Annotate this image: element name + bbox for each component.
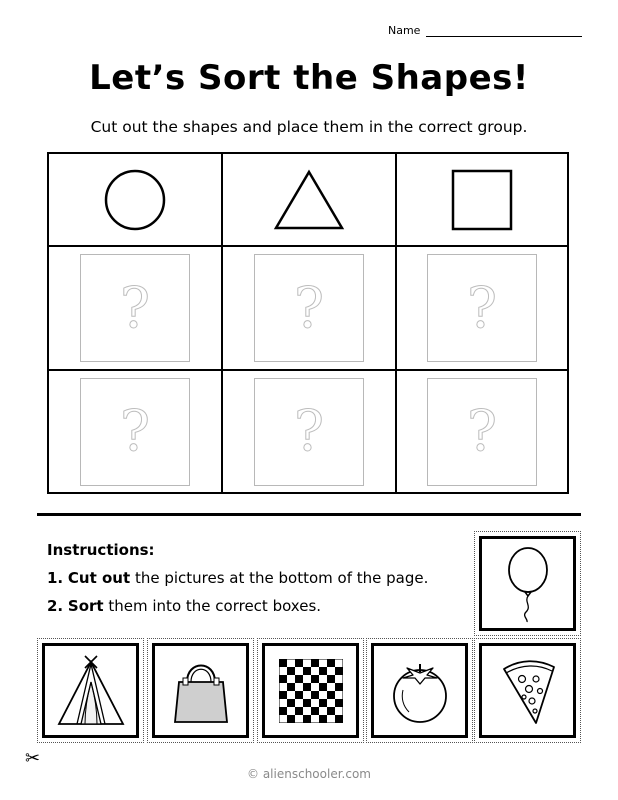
header-cell-circle <box>49 154 223 247</box>
section-divider <box>37 513 581 516</box>
tomato-icon <box>385 656 455 726</box>
cutout-card-tomato[interactable] <box>366 638 473 743</box>
question-mark-icon: ? <box>119 275 151 341</box>
drop-box[interactable] <box>80 254 190 362</box>
checkerboard-icon <box>279 659 343 723</box>
header-cell-square <box>397 154 567 247</box>
drop-box[interactable] <box>254 378 364 486</box>
instructions-heading: Instructions: <box>47 541 155 559</box>
drop-cell[interactable] <box>223 371 397 492</box>
circle-icon <box>103 168 167 232</box>
pizza-slice-icon <box>496 655 560 727</box>
tipi-icon <box>51 652 131 730</box>
step-keyword: Cut out <box>67 569 131 587</box>
drop-cell[interactable] <box>397 247 567 371</box>
name-label: Name <box>388 24 421 37</box>
question-mark-icon: ? <box>293 275 325 341</box>
question-mark-icon: ? <box>466 399 498 464</box>
name-field[interactable] <box>426 36 582 37</box>
balloon-icon <box>498 544 558 624</box>
cutout-card-pizza[interactable] <box>474 638 581 743</box>
drop-cell[interactable] <box>49 371 223 492</box>
drop-cell[interactable] <box>397 371 567 492</box>
footer-copyright: © alienschooler.com <box>247 767 371 781</box>
step-number: 2. <box>47 597 64 615</box>
drop-box[interactable] <box>427 378 537 486</box>
question-mark-icon: ? <box>293 399 325 464</box>
page-title: Let’s Sort the Shapes! <box>89 58 529 98</box>
triangle-icon <box>273 168 345 232</box>
page-subtitle: Cut out the shapes and place them in the correct group. <box>90 118 528 136</box>
cutout-card-checkerboard[interactable] <box>257 638 364 743</box>
handbag-icon <box>171 656 231 726</box>
step-keyword: Sort <box>67 597 104 615</box>
card-frame <box>371 643 468 738</box>
step-text: the pictures at the bottom of the page. <box>134 569 429 587</box>
card-frame <box>262 643 359 738</box>
card-frame <box>479 643 576 738</box>
step-number: 1. <box>47 569 64 587</box>
cutout-card-balloon[interactable] <box>474 531 581 636</box>
instruction-step-1 <box>47 569 428 587</box>
drop-box[interactable] <box>427 254 537 362</box>
card-frame <box>479 536 576 631</box>
cutout-card-tipi[interactable] <box>37 638 144 743</box>
card-frame <box>152 643 249 738</box>
drop-cell[interactable] <box>223 247 397 371</box>
cutout-card-handbag[interactable] <box>147 638 254 743</box>
sorting-grid <box>47 152 569 494</box>
card-frame <box>42 643 139 738</box>
question-mark-icon: ? <box>466 275 498 341</box>
drop-box[interactable] <box>80 378 190 486</box>
question-mark-icon: ? <box>119 399 151 464</box>
instruction-step-2 <box>47 597 321 615</box>
step-text: them into the correct boxes. <box>108 597 322 615</box>
drop-cell[interactable] <box>49 247 223 371</box>
square-icon <box>450 168 514 232</box>
scissors-icon: ✂ <box>25 748 41 769</box>
header-cell-triangle <box>223 154 397 247</box>
drop-box[interactable] <box>254 254 364 362</box>
